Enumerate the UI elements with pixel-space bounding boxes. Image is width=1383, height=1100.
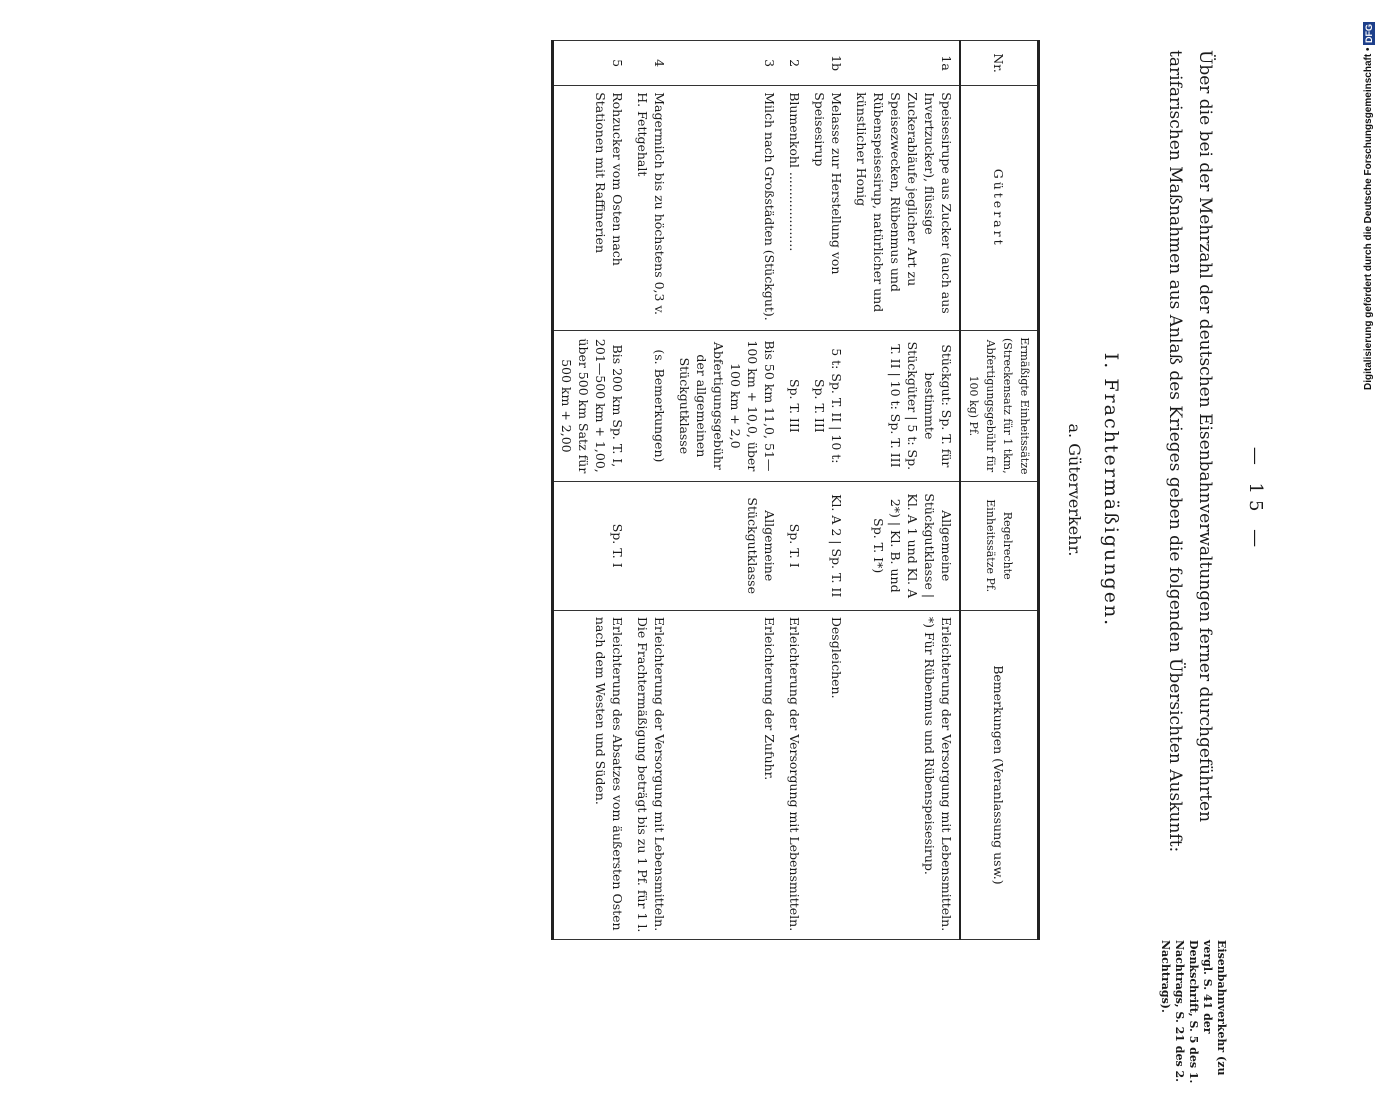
cell-gueterart: Rohzucker vom Osten nach Stationen mit Raffinerien	[553, 86, 631, 331]
cell-nr: 3	[672, 41, 782, 86]
table-row	[672, 41, 782, 940]
footer-text: Digitalisierung gefördert durch die Deutsche Forschungsgemeinschaft •	[1363, 47, 1374, 390]
cell-nr: 2	[782, 41, 807, 86]
intro-note: Eisenbahnverkehr (zu vergl. S. 41 der Denkschrift, S. 5 des 1. Nachtrags, S. 21 des 2. Nachtrags).	[1159, 940, 1228, 1084]
cell-ermaessigte: 5 t: Sp. T. II | 10 t: Sp. T. III	[807, 331, 849, 481]
freight-reduction-table	[551, 40, 1040, 940]
cell-nr: 5	[553, 41, 631, 86]
cell-bemerkungen: Erleichterung der Zufuhr.	[672, 610, 782, 939]
cell-ermaessigte: (s. Bemerkungen)	[630, 331, 672, 481]
dfg-logo: DFG	[1364, 23, 1374, 43]
cell-regelrechte: Kl. A 2 | Sp. T. II	[807, 481, 849, 610]
cell-regelrechte: Sp. T. I	[782, 481, 807, 610]
cell-ermaessigte: Bis 200 km Sp. T. I, 201—500 km + 1,00, über 500 km Satz für 500 km + 2,00	[553, 331, 631, 481]
cell-gueterart: Milch nach Großstädten (Stückgut).	[672, 86, 782, 331]
rotated-document-page	[0, 10, 1280, 1084]
intro-paragraph: Über die bei der Mehrzahl der deutschen Eisenbahnverwaltungen ferner durchgeführten tarifarischen Maßnahmen aus Anlaß des Krieges geben die folgenden Übersichten Auskunft:	[1165, 50, 1215, 853]
cell-nr: 4	[630, 41, 672, 86]
cell-gueterart: Blumenkohl ....................	[782, 86, 807, 331]
page-number: — 15 —	[1245, 446, 1266, 554]
table-row	[553, 41, 631, 940]
digitization-footer	[1363, 10, 1375, 390]
header-nr: Nr.	[960, 41, 1039, 86]
cell-bemerkungen: Erleichterung des Absatzes vom äußersten Osten nach dem Westen und Süden.	[553, 610, 631, 939]
header-gueterart: Güterart	[960, 86, 1039, 331]
table-row	[807, 41, 849, 940]
cell-gueterart: Speisesirupe aus Zucker (auch aus Invertzucker), flüssige Zuckerabläufe jeglicher Art zu Speisezwecken, Rübenmus und Rübenspeisesirup, natürlicher und künstlicher Honig	[849, 86, 960, 331]
cell-regelrechte: Sp. T. I	[553, 481, 631, 610]
cell-nr: 1a	[849, 41, 960, 86]
table-header-row	[960, 41, 1039, 940]
header-bemerkungen: Bemerkungen (Veranlassung usw.)	[960, 610, 1039, 939]
cell-nr: 1b	[807, 41, 849, 86]
cell-regelrechte: Allgemeine Stückgutklasse	[672, 481, 782, 610]
cell-ermaessigte: Bis 50 km 11,0, 51—100 km + 10,0, über 100 km + 2,0 Abfertigungsgebühr der allgemeinen Stückgutklasse	[672, 331, 782, 481]
section-heading: I. Frachtermäßigungen.	[1100, 352, 1122, 628]
cell-ermaessigte: Stückgut: Sp. T. für bestimmte Stückgüter | 5 t: Sp. T. II | 10 t: Sp. T. III	[849, 331, 960, 481]
header-ermaessigte: Ermäßigte Einheitssätze (Streckensatz für 1 tkm, Abfertigungsgebühr für 100 kg) Pf.	[960, 331, 1039, 481]
cell-bemerkungen: Erleichterung der Versorgung mit Lebensmitteln. Die Frachtermäßigung beträgt bis zu 1 Pf. für 1 l.	[630, 610, 672, 939]
table-row	[782, 41, 807, 940]
cell-bemerkungen: Erleichterung der Versorgung mit Lebensmitteln.	[782, 610, 807, 939]
section-subheading: a. Güterverkehr.	[1065, 423, 1084, 557]
header-regelrechte: Regelrechte Einheitssätze Pf.	[960, 481, 1039, 610]
cell-gueterart: Magermilch bis zu höchstens 0,3 v. H. Fettgehalt	[630, 86, 672, 331]
cell-regelrechte: Allgemeine Stückgutklasse | Kl. A 1 und Kl. A 2*) | Kl. B. und Sp. T. I*)	[849, 481, 960, 610]
cell-ermaessigte: Sp. T. III	[782, 331, 807, 481]
table-row	[849, 41, 960, 940]
table-row	[630, 41, 672, 940]
cell-bemerkungen: Erleichterung der Versorgung mit Lebensmitteln. *) Für Rübenmus und Rübenspeisesirup.	[849, 610, 960, 939]
cell-bemerkungen: Desgleichen.	[807, 610, 849, 939]
cell-regelrechte	[630, 481, 672, 610]
cell-gueterart: Melasse zur Herstellung von Speisesirup	[807, 86, 849, 331]
